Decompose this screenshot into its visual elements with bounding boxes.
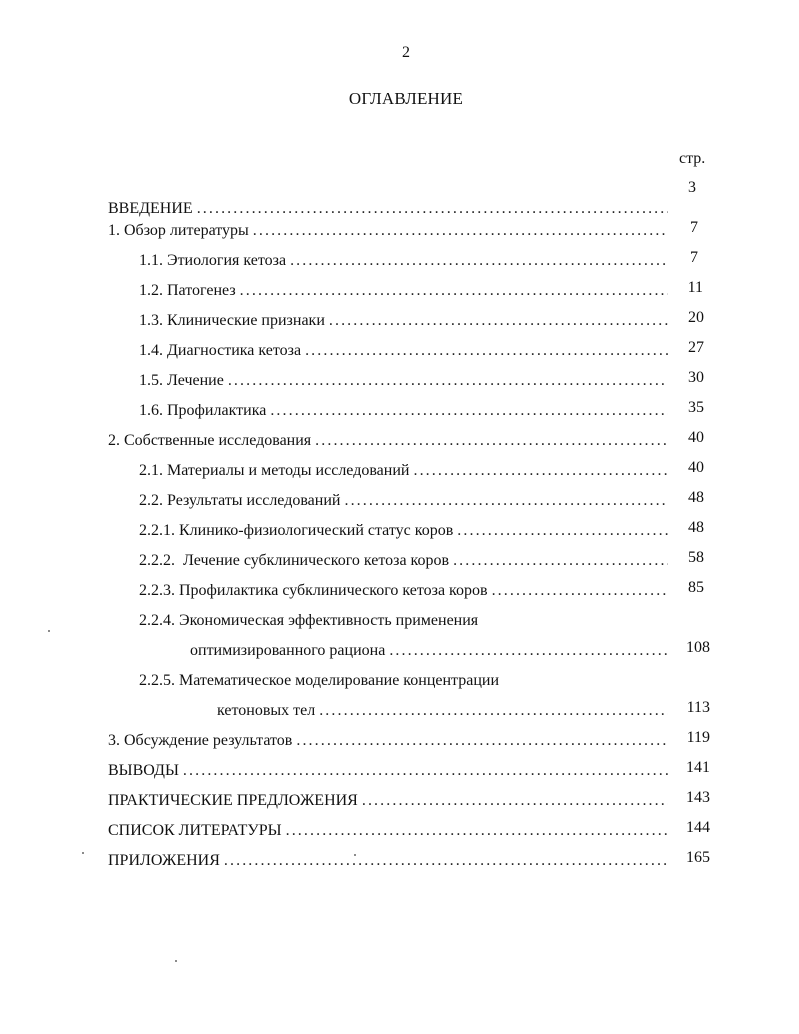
- toc-entry: [139, 606, 668, 630]
- toc-entry-page: 113: [686, 699, 710, 716]
- toc-entry: [108, 846, 668, 870]
- page-title: ОГЛАВЛЕНИЕ: [348, 89, 464, 108]
- toc-entry-page: 40: [688, 459, 704, 476]
- toc-entry-page: 27: [688, 339, 704, 356]
- toc-entry-page: 7: [690, 249, 698, 266]
- toc-entry: [108, 426, 668, 450]
- toc-leader-dots: [296, 732, 668, 750]
- toc-leader-dots: [290, 252, 668, 270]
- toc-entry: [108, 216, 668, 240]
- toc-entry-label: 1.5. Лечение: [139, 372, 224, 389]
- toc-entry-label: 2.2.2. Лечение субклинического кетоза коров: [139, 552, 450, 569]
- toc-entry-page: 141: [686, 759, 710, 776]
- toc-entry-page: 40: [688, 429, 704, 446]
- toc-entry: [139, 276, 668, 300]
- toc-entry-page: 85: [688, 579, 704, 596]
- toc-entry: [139, 516, 668, 540]
- toc-leader-dots: [240, 282, 668, 300]
- toc-leader-dots: [453, 552, 668, 570]
- toc-leader-dots: [228, 372, 668, 390]
- toc-entry: [139, 666, 668, 690]
- page-number: 2: [402, 44, 410, 61]
- toc-leader-dots: [253, 222, 668, 240]
- toc-entry-page: 58: [688, 549, 704, 566]
- toc-entry: [139, 306, 668, 330]
- toc-leader-dots: [389, 642, 668, 660]
- toc-entry-label: кетоновых тел: [217, 702, 316, 719]
- scan-speck: [354, 854, 356, 856]
- toc-entry-label: 1.3. Клинические признаки: [139, 312, 325, 329]
- toc-entry-label: 1.1. Этиология кетоза: [139, 252, 287, 269]
- toc-leader-dots: [457, 522, 668, 540]
- toc-entry: [108, 726, 668, 750]
- toc-leader-dots: [319, 702, 668, 720]
- scan-speck: [175, 960, 177, 962]
- toc-entry-label: 1.2. Патогенез: [139, 282, 236, 299]
- toc-entry-label: 1.4. Диагностика кетоза: [139, 342, 302, 359]
- toc-entry: [139, 486, 668, 510]
- toc-entry-label: 2.2.4. Экономическая эффективность применения: [139, 612, 479, 629]
- toc-entry-label: 1.6. Профилактика: [139, 402, 267, 419]
- toc-entry-page: 48: [688, 519, 704, 536]
- toc-entry-label: 2.2.1. Клинико-физиологический статус коров: [139, 522, 454, 539]
- toc-entry: [139, 396, 668, 420]
- toc-entry: [139, 366, 668, 390]
- toc-entry-page: 7: [690, 219, 698, 236]
- toc-entry-page: 30: [688, 369, 704, 386]
- toc-leader-dots: [315, 432, 668, 450]
- toc-entry-label: 2.2. Результаты исследований: [139, 492, 341, 509]
- toc-entry-page: 108: [686, 639, 710, 656]
- toc-leader-dots: [413, 462, 668, 480]
- toc-entry-label: 1. Обзор литературы: [108, 222, 249, 239]
- toc-entry-page: 144: [686, 819, 710, 836]
- toc-entry-label: 2.2.5. Математическое моделирование концентрации: [139, 672, 500, 689]
- toc-entry: [108, 816, 668, 840]
- toc-entry: [139, 336, 668, 360]
- toc-entry: [108, 756, 668, 780]
- toc-entry-continuation: [190, 636, 668, 660]
- page-column-label: стр.: [679, 150, 706, 167]
- toc-leader-dots: [329, 312, 668, 330]
- toc-leader-dots: [344, 492, 668, 510]
- toc-entry-label: 2. Собственные исследования: [108, 432, 312, 449]
- toc-entry: [108, 786, 668, 810]
- toc-leader-dots: [305, 342, 668, 360]
- toc-leader-dots: [224, 852, 668, 870]
- toc-entry-label: 2.2.3. Профилактика субклинического кетоза коров: [139, 582, 488, 599]
- toc-leader-dots: [183, 762, 668, 780]
- toc-entry-page: 20: [688, 309, 704, 326]
- toc-entry-label: СПИСОК ЛИТЕРАТУРЫ: [108, 822, 282, 839]
- toc-entry: [139, 546, 668, 570]
- toc-entry: [139, 246, 668, 270]
- toc-entry-page: 119: [686, 729, 710, 746]
- scan-speck: [82, 852, 84, 854]
- scan-speck: [48, 630, 50, 632]
- toc-entry-page: 165: [686, 849, 710, 866]
- toc-leader-dots: [492, 582, 668, 600]
- toc-entry-label: ПРИЛОЖЕНИЯ: [108, 852, 220, 869]
- toc-entry-continuation: [217, 696, 668, 720]
- toc-entry-page: 11: [687, 279, 703, 296]
- toc-entry-label: ВВЕДЕНИЕ: [108, 200, 193, 217]
- toc-leader-dots: [362, 792, 668, 810]
- toc-entry-page: 48: [688, 489, 704, 506]
- toc-entry-label: оптимизированного рациона: [190, 642, 386, 659]
- toc-entry: [139, 456, 668, 480]
- toc-entry-page: 35: [688, 399, 704, 416]
- toc-entry: [139, 576, 668, 600]
- toc-entry-page: 143: [686, 789, 710, 806]
- toc-entry-label: ПРАКТИЧЕСКИЕ ПРЕДЛОЖЕНИЯ: [108, 792, 358, 809]
- toc-leader-dots: [270, 402, 668, 420]
- toc-entry-label: 3. Обсуждение результатов: [108, 732, 293, 749]
- toc-entry-page: 3: [688, 179, 696, 196]
- toc-leader-dots: [286, 822, 668, 840]
- toc-entry-label: 2.1. Материалы и методы исследований: [139, 462, 410, 479]
- toc-entry-label: ВЫВОДЫ: [108, 762, 179, 779]
- toc-entry: [108, 194, 668, 218]
